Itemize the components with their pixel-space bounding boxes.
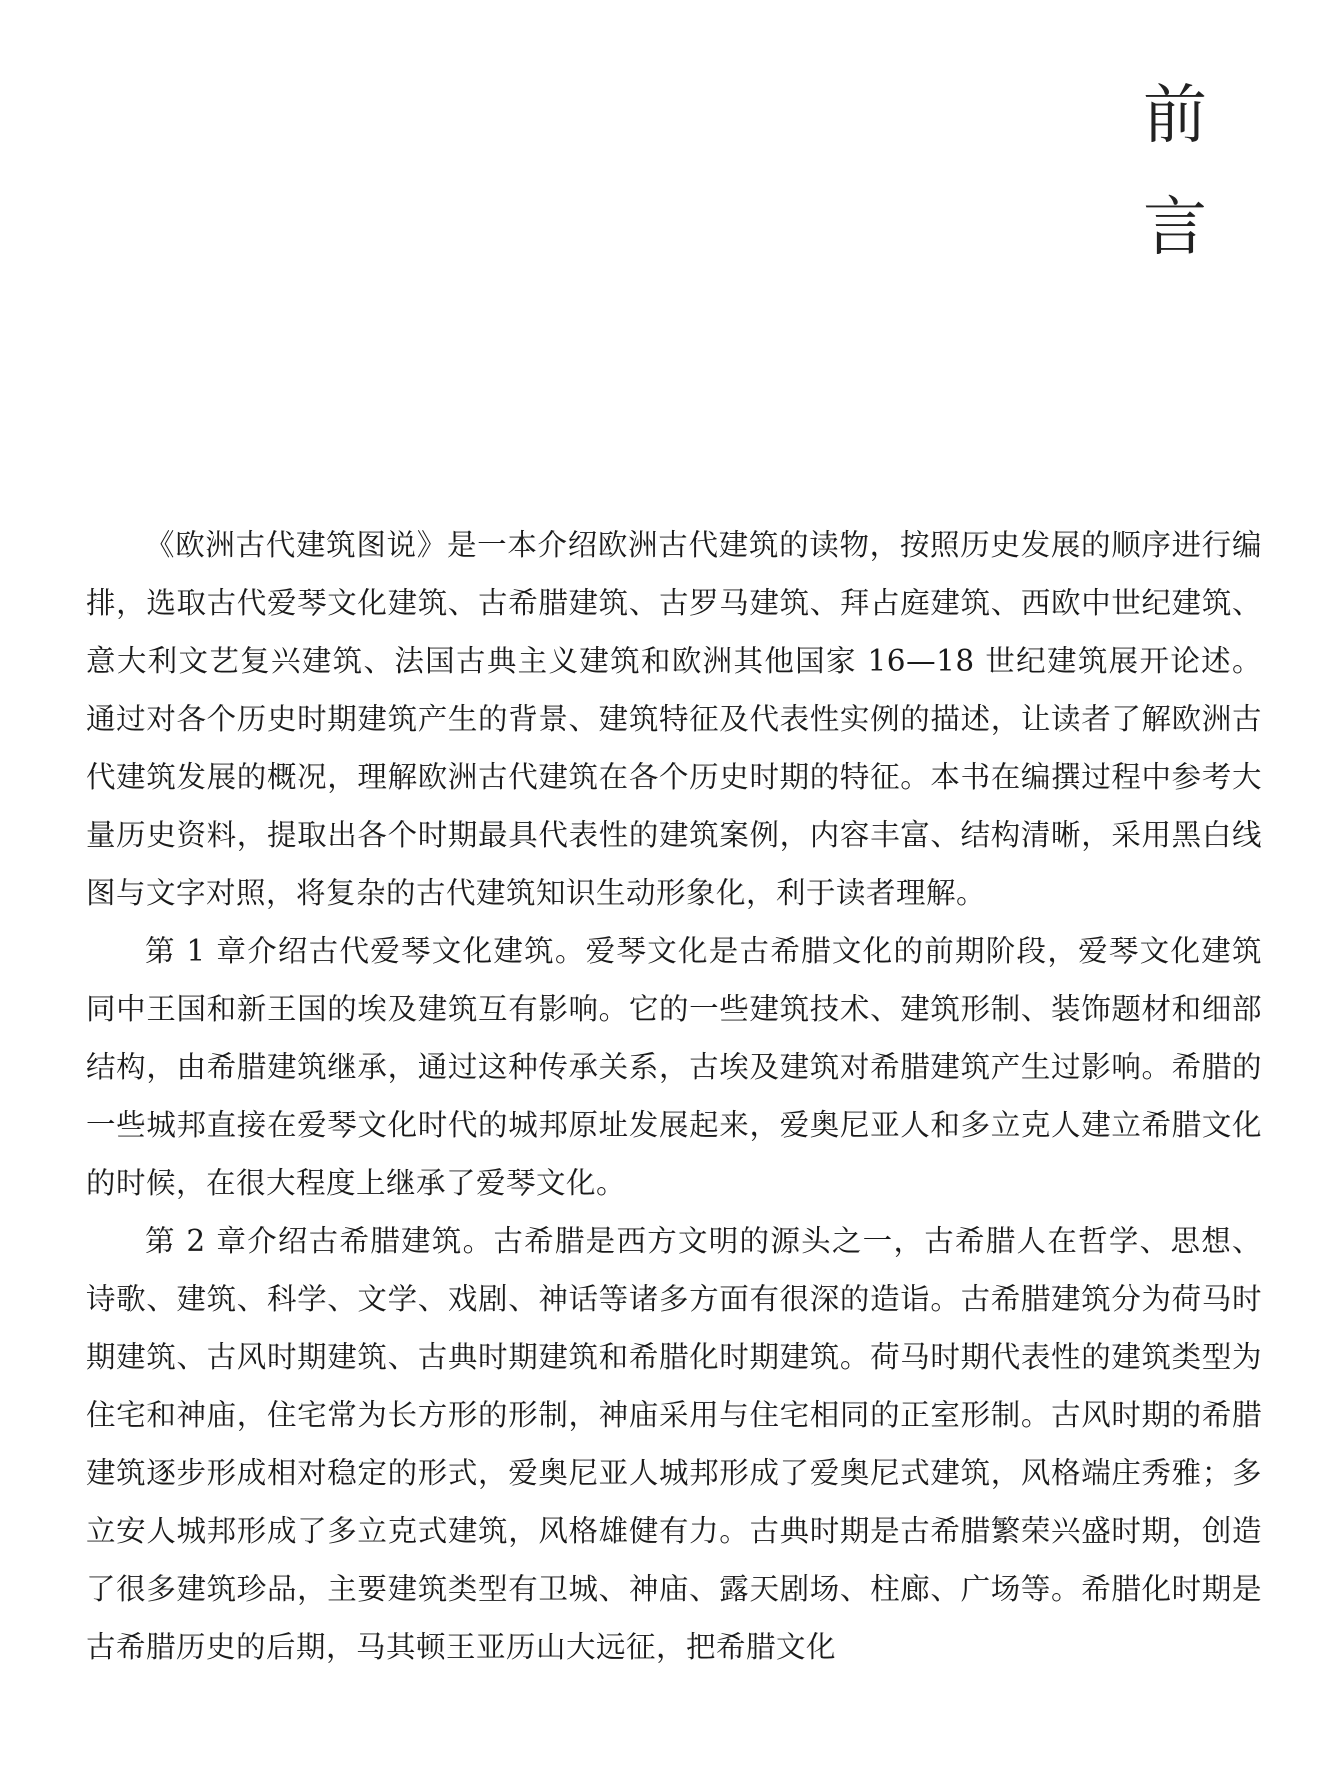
paragraph-chapter-2: 第 2 章介绍古希腊建筑。古希腊是西方文明的源头之一，古希腊人在哲学、思想、诗歌、建筑、科学、文学、戏剧、神话等诸多方面有很深的造诣。古希腊建筑分为荷马时期建筑、古风时期建筑、古典时期建筑和希腊化时期建筑。荷马时期代表性的建筑类型为住宅和神庙，住宅常为长方形的形制，神庙采用与住宅相同的正室形制。古风时期的希腊建筑逐步形成相对稳定的形式，爱奥尼亚人城邦形成了爱奥尼式建筑，风格端庄秀雅；多立安人城邦形成了多立克式建筑，风格雄健有力。古典时期是古希腊繁荣兴盛时期，创造了很多建筑珍品，主要建筑类型有卫城、神庙、露天剧场、柱廊、广场等。希腊化时期是古希腊历史的后期，马其顿王亚历山大远征，把希腊文化 xyxy=(86,1224,1262,1664)
page-title-char-1: 前 xyxy=(1143,79,1207,153)
page-title xyxy=(1120,60,1230,284)
paragraph-intro: 《欧洲古代建筑图说》是一本介绍欧洲古代建筑的读物，按照历史发展的顺序进行编排，选取古代爱琴文化建筑、古希腊建筑、古罗马建筑、拜占庭建筑、西欧中世纪建筑、意大利文艺复兴建筑、法国古典主义建筑和欧洲其他国家 16—18 世纪建筑展开论述。通过对各个历史时期建筑产生的背景、建筑特征及代表性实例的描述，让读者了解欧洲古代建筑发展的概况，理解欧洲古代建筑在各个历史时期的特征。本书在编撰过程中参考大量历史资料，提取出各个时期最具代表性的建筑案例，内容丰富、结构清晰，采用黑白线图与文字对照，将复杂的古代建筑知识生动形象化，利于读者理解。 xyxy=(86,528,1262,910)
paragraph-chapter-1: 第 1 章介绍古代爱琴文化建筑。爱琴文化是古希腊文化的前期阶段，爱琴文化建筑同中王国和新王国的埃及建筑互有影响。它的一些建筑技术、建筑形制、装饰题材和细部结构，由希腊建筑继承，通过这种传承关系，古埃及建筑对希腊建筑产生过影响。希腊的一些城邦直接在爱琴文化时代的城邦原址发展起来，爱奥尼亚人和多立克人建立希腊文化的时候，在很大程度上继承了爱琴文化。 xyxy=(86,934,1262,1200)
page-title-char-2: 言 xyxy=(1143,191,1207,265)
preface-body xyxy=(86,516,1262,1676)
